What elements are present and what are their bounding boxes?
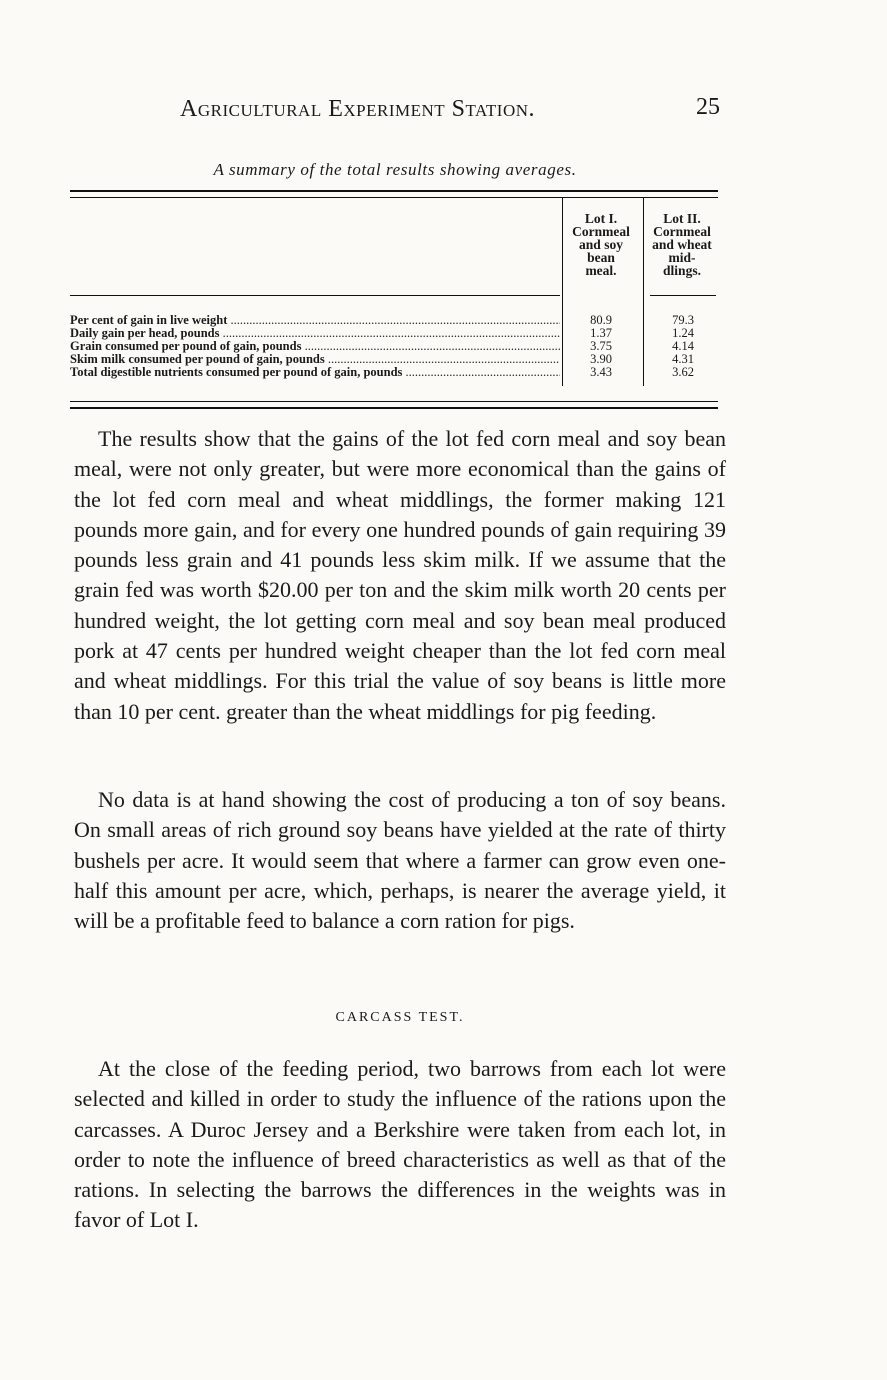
table-row <box>70 340 718 353</box>
table-header <box>70 198 718 296</box>
running-title: Agricultural Experiment Station. <box>180 96 536 122</box>
lot-2-value: 79.3 <box>672 313 694 327</box>
section-heading: CARCASS TEST. <box>335 1010 465 1025</box>
running-head <box>70 96 720 126</box>
table-caption: A summary of the total results showing averages. <box>213 160 577 179</box>
lot-1-value: 1.37 <box>590 326 612 340</box>
lot-1-value: 3.43 <box>590 365 612 379</box>
row-label: Total digestible nutrients consumed per pound of gain, pounds ..... <box>70 366 560 379</box>
column-header-lot-2: Lot II. Cornmeal and wheat mid- dlings. <box>652 211 712 278</box>
lot-2-value: 4.31 <box>672 352 694 366</box>
page-number: 25 <box>696 94 720 120</box>
table-row <box>70 314 718 327</box>
paragraph-results: The results show that the gains of the lot fed corn meal and soy bean meal, were not only greater, but were more economical than the gains of the lot fed corn meal and wheat middlings, the former making 121 pounds more gain, and for every one hundred pounds of gain requiring 39 pounds less grain and 41 pounds less skim milk. If we assume that the grain fed was worth $20.00 per ton and the skim milk worth 20 cents per hundred weight, the lot getting corn meal and soy bean meal produced pork at 47 cents per hundred weight cheaper than the lot fed corn meal and wheat middlings. For this trial the value of soy beans is little more than 10 per cent. greater than the wheat middlings for pig feeding. <box>74 426 726 724</box>
table-row <box>70 353 718 366</box>
summary-table <box>70 190 718 409</box>
paragraph-carcass: At the close of the feeding period, two barrows from each lot were selected and killed in order to study the influence of the rations upon the carcasses. A Duroc Jersey and a Berkshire were taken from each lot, in order to note the influence of breed characteristics as well as that of the rations. In selecting the barrows the differences in the weights was in favor of Lot I. <box>74 1056 726 1233</box>
lot-2-value: 4.14 <box>672 339 694 353</box>
table-row <box>70 366 718 379</box>
lot-2-value: 3.62 <box>672 365 694 379</box>
lot-1-value: 3.75 <box>590 339 612 353</box>
lot-2-value: 1.24 <box>672 326 694 340</box>
table-bottom-rule <box>70 401 718 409</box>
row-label: Daily gain per head, pounds ..... <box>70 327 560 340</box>
row-label: Skim milk consumed per pound of gain, pounds ..... <box>70 353 560 366</box>
table-body <box>70 296 718 401</box>
column-header-lot-1: Lot I. Cornmeal and soy bean meal. <box>572 211 630 278</box>
lot-1-value: 3.90 <box>590 352 612 366</box>
paragraph-soy-cost: No data is at hand showing the cost of producing a ton of soy beans. On small areas of rich ground soy beans have yielded at the rate of thirty bushels per acre. It would seem that where a farmer can grow even one-half this amount per acre, which, perhaps, is nearer the average yield, it will be a profitable feed to balance a corn ration for pigs. <box>74 787 726 934</box>
lot-1-value: 80.9 <box>590 313 612 327</box>
row-label: Per cent of gain in live weight ..... <box>70 314 560 327</box>
row-label: Grain consumed per pound of gain, pounds ..... <box>70 340 560 353</box>
table-top-rule <box>70 190 718 198</box>
table-row <box>70 327 718 340</box>
